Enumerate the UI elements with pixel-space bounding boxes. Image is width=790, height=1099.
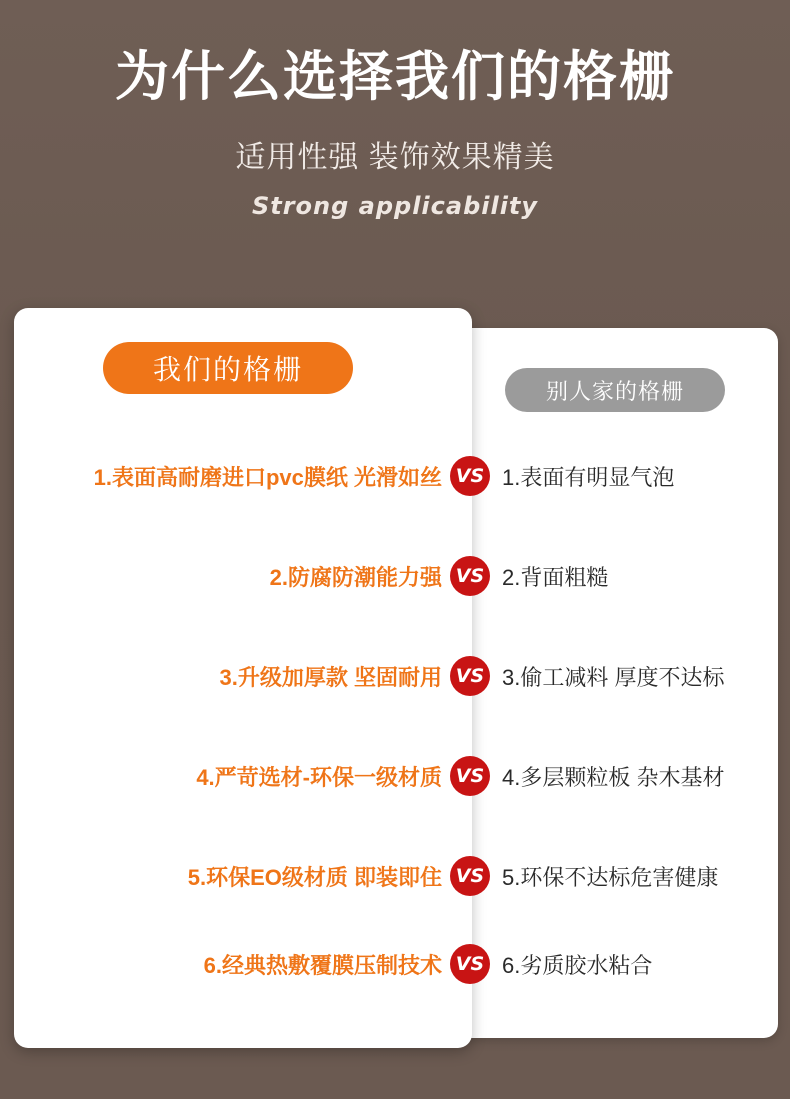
comparison-rows: [0, 300, 790, 1060]
competitor-item-text: 3.偷工减料 厚度不达标: [502, 664, 725, 690]
page-title: 为什么选择我们的格栅: [115, 47, 675, 107]
header: [0, 0, 790, 220]
competitor-badge: 别人家的格栅: [505, 368, 725, 412]
page-subtitle: 适用性强 装饰效果精美: [235, 141, 555, 175]
competitor-item-text: 6.劣质胶水粘合: [502, 952, 653, 978]
competitor-item-text: 5.环保不达标危害健康: [502, 864, 719, 890]
vs-icon: VS: [450, 756, 490, 796]
vs-icon: VS: [450, 556, 490, 596]
comparison-row: [0, 852, 790, 900]
competitor-item-text: 1.表面有明显气泡: [502, 464, 675, 490]
ours-item-text: 1.表面高耐磨进口pvc膜纸 光滑如丝: [93, 464, 442, 490]
vs-icon: VS: [450, 456, 490, 496]
comparison-row: [0, 752, 790, 800]
page-subtitle-english: Strong applicability: [251, 192, 539, 221]
ours-item-text: 2.防腐防潮能力强: [269, 564, 442, 590]
ours-item-text: 4.严苛选材-环保一级材质: [196, 764, 442, 790]
vs-icon: VS: [450, 856, 490, 896]
comparison-row: [0, 652, 790, 700]
comparison-row: [0, 552, 790, 600]
competitor-item-text: 2.背面粗糙: [502, 564, 609, 590]
ours-item-text: 3.升级加厚款 坚固耐用: [219, 664, 442, 690]
ours-item-text: 5.环保EO级材质 即装即住: [187, 864, 442, 890]
comparison-section: [0, 300, 790, 1060]
competitor-item-text: 4.多层颗粒板 杂木基材: [502, 764, 725, 790]
vs-icon: VS: [450, 656, 490, 696]
comparison-row: [0, 452, 790, 500]
ours-badge: 我们的格栅: [103, 342, 353, 394]
ours-item-text: 6.经典热敷覆膜压制技术: [203, 952, 442, 978]
comparison-row: [0, 940, 790, 988]
vs-icon: VS: [450, 944, 490, 984]
